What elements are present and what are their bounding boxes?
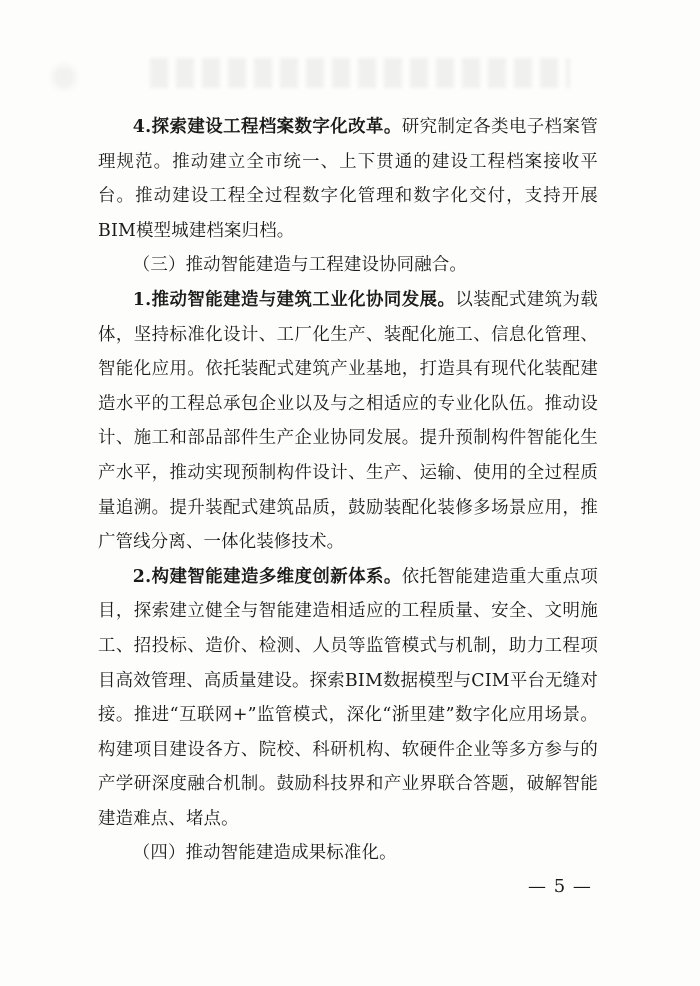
section-heading-three: （三）推动智能建造与工程建设协同融合。 — [132, 255, 468, 276]
page-number: — 5 — — [528, 876, 592, 897]
paragraph-archive-reform — [98, 110, 598, 248]
paragraph-industrialization — [98, 283, 598, 560]
paragraph-lead: 2.构建智能建造多维度创新体系。 — [132, 566, 402, 587]
section-heading-four: （四）推动智能建造成果标准化。 — [132, 843, 397, 864]
paragraph-innovation-system — [98, 560, 598, 837]
show-through-text — [150, 58, 570, 88]
paragraph-lead: 1.推动智能建造与建筑工业化协同发展。 — [132, 289, 456, 310]
paragraph-body: 研究制定各类电子档案管理规范。推动建立全市统一、上下贯通的建设工程档案接收平台。推动建设工程全过程数字化管理和数字化交付，支持开展BIM模型城建档案归档。 — [98, 117, 598, 241]
show-through-mark — [44, 60, 84, 94]
paragraph-lead: 4.探索建设工程档案数字化改革。 — [132, 117, 402, 137]
paragraph-body: 依托智能建造重大重点项目，探索建立健全与智能建造相适应的工程质量、安全、文明施工、招投标、造价、检测、人员等监管模式与机制，助力工程项目高效管理、高质量建设。探索BIM数据模型与CIM平台无缝对接。推进“互联网+”监管模式，深化“浙里建”数字化应用场景。构建项目建设各方、院校、科研机构、软硬件企业等多方参与的产学研深度融合机制。鼓励科技界和产业界联合答题，破解智能建造难点、堵点。 — [98, 566, 598, 829]
document-body — [98, 110, 598, 871]
paragraph-body: 以装配式建筑为载体，坚持标准化设计、工厂化生产、装配化施工、信息化管理、智能化应用。依托装配式建筑产业基地，打造具有现代化装配建造水平的工程总承包企业以及与之相适应的专业化队伍。推动设计、施工和部品部件生产企业协同发展。提升预制构件智能化生产水平，推动实现预制构件设计、生产、运输、使用的全过程质量追溯。提升装配式建筑品质，鼓励装配化装修多场景应用，推广管线分离、一体化装修技术。 — [98, 289, 598, 553]
